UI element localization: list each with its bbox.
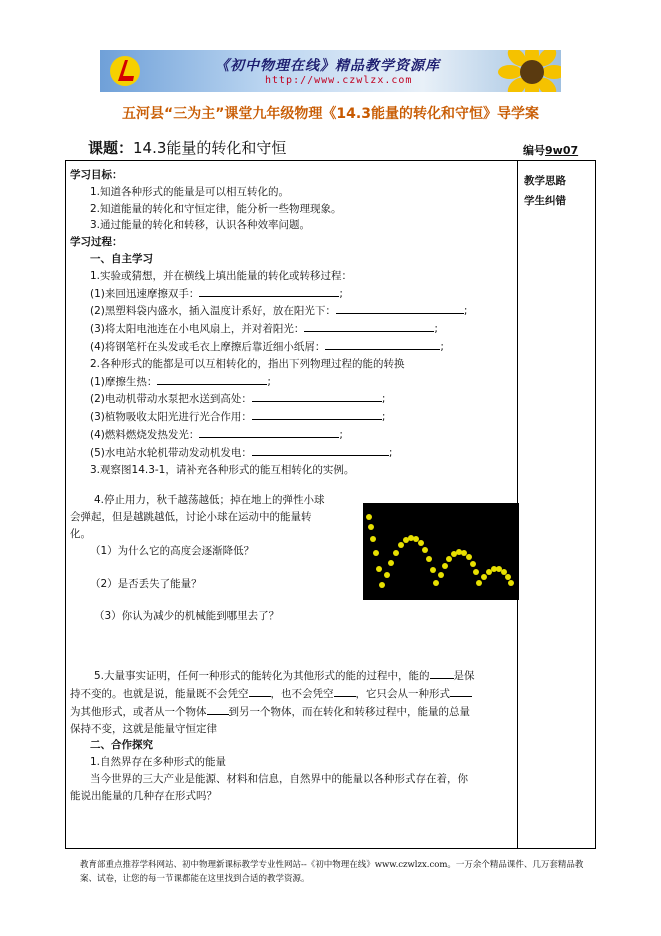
q5-line [70, 667, 510, 685]
q2-item-label: (2)电动机带动水泵把水送到高处： [90, 393, 252, 406]
q5-text: 到另一个物体，而在转化和转移过程中，能量的总量 [228, 705, 470, 718]
q1-item: (2)黑塑料袋内盛水，插入温度计系好，放在阳光下： ; [70, 302, 510, 320]
section1-heading: 一、自主学习 [90, 252, 153, 265]
answer-blank[interactable] [334, 685, 356, 697]
worksheet-table [65, 160, 596, 849]
answer-blank[interactable] [325, 338, 440, 350]
lesson-label: 课题： [88, 139, 134, 157]
site-banner [100, 50, 561, 92]
goals-heading: 学习目标： [70, 169, 123, 181]
q1-item-label: (3)将太阳电池连在小电风扇上，并对着阳光： [90, 323, 305, 336]
q2-item-label: (3)植物吸收太阳光进行光合作用： [90, 411, 252, 424]
q4-sub: （1）为什么它的高度会逐渐降低？ [90, 544, 255, 557]
answer-blank[interactable] [249, 685, 271, 697]
side-column [524, 171, 566, 211]
bouncing-ball-photo [363, 503, 519, 600]
q2-item: (1)摩擦生热： ; [70, 373, 510, 391]
section2-heading: 二、合作探究 [90, 739, 153, 752]
q2-item: (2)电动机带动水泵把水送到高处： ; [70, 390, 510, 408]
answer-blank[interactable] [304, 320, 434, 332]
answer-blank[interactable] [199, 285, 339, 297]
answer-blank[interactable] [157, 373, 267, 385]
q5-text: ，也不会凭空 [270, 687, 334, 700]
q3: 3.观察图14.3-1，请补充各种形式的能互相转化的实例。 [90, 463, 355, 476]
q5-line [70, 703, 510, 721]
q4-sub: （2）是否丢失了能量？ [90, 577, 202, 590]
banner-url[interactable]: http://www.czwlzx.com [265, 75, 413, 86]
q5-text: 为其他形式，或者从一个物体 [70, 705, 207, 718]
q2-item: (3)植物吸收太阳光进行光合作用： ; [70, 408, 510, 426]
answer-blank[interactable] [199, 426, 339, 438]
answer-blank[interactable] [336, 302, 464, 314]
c1-title: 1.自然界存在多种形式的能量 [90, 756, 227, 769]
q1-item: (3)将太阳电池连在小电风扇上，并对着阳光： ; [70, 320, 510, 338]
side-label-teaching: 教学思路 [524, 175, 566, 187]
q2-item: (4)燃料燃烧发热发光： ; [70, 426, 510, 444]
q4-sub: （3）你认为减少的机械能到哪里去了？ [94, 610, 280, 623]
q2-item-label: (4)燃料燃烧发热发光： [90, 428, 200, 441]
c1-line: 当今世界的三大产业是能源、材料和信息，自然界中的能量以各种形式存在着，你 [90, 772, 468, 785]
q1-item: (1)来回迅速摩擦双手： ; [70, 285, 510, 303]
answer-blank[interactable] [430, 667, 454, 679]
document-title: 五河县“三为主”课堂九年级物理《14.3能量的转化和守恒》导学案 [122, 106, 539, 122]
code-value: 9w07 [545, 144, 579, 157]
q1-item-label: (2)黑塑料袋内盛水，插入温度计系好，放在阳光下： [90, 305, 336, 318]
q2-item-label: (1)摩擦生热： [90, 375, 158, 388]
q2-intro: 2.各种形式的能都是可以互相转化的，指出下列物理过程的能的转换 [90, 357, 405, 370]
q1-item-label: (4)将钢笔杆在头发或毛衣上摩擦后靠近细小纸屑： [90, 340, 326, 353]
q1-intro: 1.实验或猜想，并在横线上填出能量的转化或转移过程： [90, 269, 353, 282]
q4-line: 化。 [70, 527, 91, 540]
q1-item: (4)将钢笔杆在头发或毛衣上摩擦后靠近细小纸屑： ; [70, 338, 510, 356]
page-footer: 教育部重点推荐学科网站、初中物理新课标教学专业性网站--《初中物理在线》www.czwlzx.com。一万余个精品课件、几万套精品教案、试卷，让您的每一节课都能在这里找到合适的教学资源。 [80, 860, 584, 884]
q5-text: 5.大量事实证明，任何一种形式的能转化为其他形式的能的过程中，能的 [94, 670, 430, 683]
q5-text: ，它只会从一种形式 [355, 687, 450, 700]
process-heading: 学习过程： [70, 236, 123, 249]
q4-line: 会弹起，但是越跳越低，讨论小球在运动中的能量转 [70, 511, 312, 524]
answer-blank[interactable] [450, 685, 472, 697]
side-label-correction: 学生纠错 [524, 195, 566, 207]
lesson-title [88, 137, 286, 158]
answer-blank[interactable] [252, 444, 389, 456]
c1-line: 能说出能量的几种存在形式吗？ [70, 789, 217, 802]
q5-line: 保持不变，这就是能量守恒定律 [70, 722, 217, 735]
q1-item-label: (1)来回迅速摩擦双手： [90, 287, 200, 300]
q5-text: 是保 [453, 670, 475, 683]
answer-blank[interactable] [207, 703, 229, 715]
answer-blank[interactable] [252, 408, 382, 420]
goal-item: 2.知道能量的转化和守恒定律，能分析一些物理现象。 [90, 202, 342, 215]
goal-item: 3.通过能量的转化和转移，认识各种效率问题。 [90, 219, 311, 232]
q2-item: (5)水电站水轮机带动发动机发电： ; [70, 444, 510, 462]
q2-item-label: (5)水电站水轮机带动发动机发电： [90, 446, 252, 459]
q5-text: 持不变的。也就是说，能量既不会凭空 [70, 687, 249, 700]
answer-blank[interactable] [252, 390, 382, 402]
goal-item: 1.知道各种形式的能量是可以相互转化的。 [90, 185, 290, 198]
banner-title: 《初中物理在线》精品教学资源库 [215, 58, 440, 74]
lesson-name: 14.3能量的转化和守恒 [133, 139, 287, 157]
sunflower-icon [497, 50, 561, 92]
q4-line: 4.停止用力，秋千越荡越低；掉在地上的弹性小球 [94, 494, 325, 507]
lesson-code [523, 142, 578, 158]
code-label: 编号 [523, 144, 545, 157]
site-logo-icon [108, 54, 142, 88]
q5-line [70, 685, 510, 703]
main-content [70, 167, 510, 805]
